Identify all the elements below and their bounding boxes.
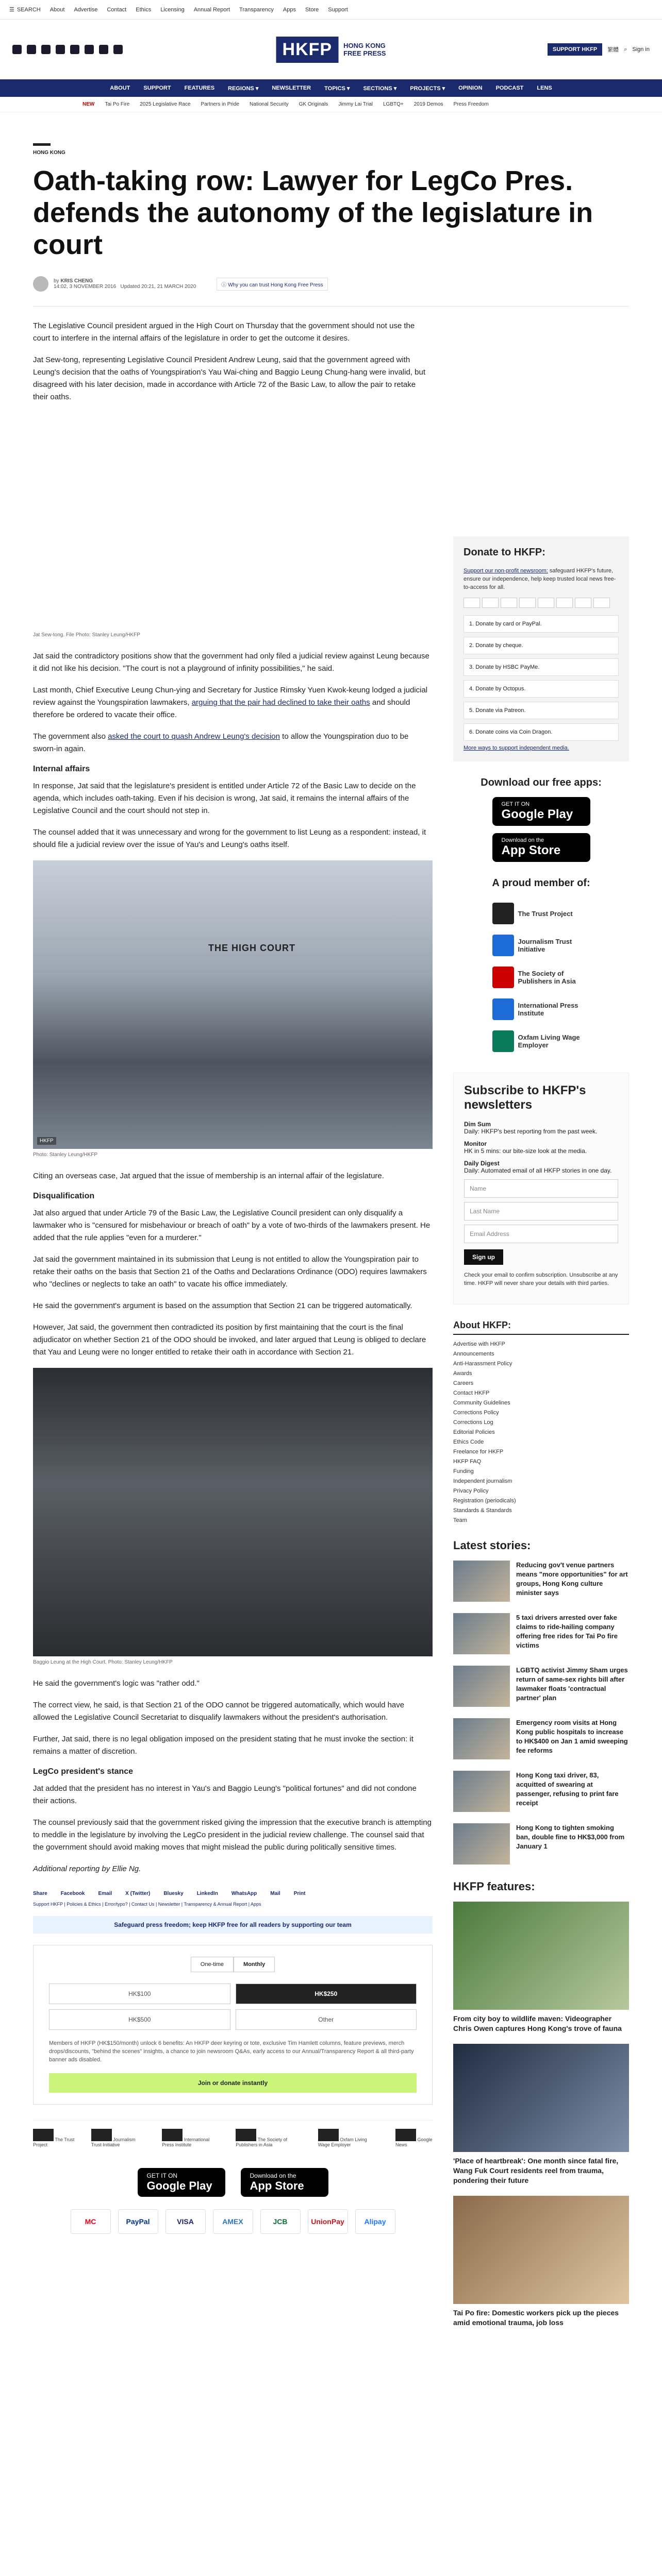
top-link-transparency[interactable]: Transparency bbox=[239, 6, 274, 13]
paragraph: The counsel previously said that the government risked giving the impression that the executive branch is attempting to meddle in the legislature by involving the LegCo president in the judicial review challenge. The counsel said that the government should avoid making moves that might mislead the public during politically sensitive times. bbox=[33, 1818, 432, 1852]
mastodon-icon[interactable] bbox=[113, 45, 123, 54]
nav-newsletter[interactable]: NEWSLETTER bbox=[272, 85, 311, 91]
updated-date: Updated 20:21, 21 MARCH 2020 bbox=[120, 284, 196, 290]
story-thumbnail bbox=[453, 1561, 510, 1602]
page-body bbox=[0, 320, 662, 2338]
latest-stories-title: Latest stories: bbox=[453, 1539, 531, 1552]
top-bar bbox=[0, 0, 662, 20]
apps-heading: Download our free apps: bbox=[481, 777, 602, 788]
amex-icon: AMEX bbox=[213, 2209, 253, 2234]
trending-link[interactable]: Tai Po Fire bbox=[105, 101, 130, 107]
top-link-licensing[interactable]: Licensing bbox=[160, 6, 185, 13]
donate-title: Donate to HKFP: bbox=[464, 547, 545, 558]
instagram-icon[interactable] bbox=[41, 45, 51, 54]
payment-methods bbox=[33, 2209, 433, 2234]
paragraph: The counsel added that it was unnecessary and wrong for the government to list Leung as a respondent: instead, it should file a judicial review over the issue of Yau's and Leung's oaths itself. bbox=[33, 828, 426, 849]
site-logo[interactable] bbox=[276, 37, 386, 63]
hkfp-features bbox=[453, 1880, 629, 2328]
article-image-jat bbox=[33, 413, 433, 629]
nav-support[interactable]: SUPPORT bbox=[143, 85, 171, 91]
top-link-contact[interactable]: Contact bbox=[107, 6, 127, 13]
google-news-badge[interactable]: Google News bbox=[395, 2129, 433, 2147]
top-links bbox=[9, 6, 653, 13]
paragraph: He said the government's argument is based on the assumption that Section 21 can be triggered automatically. bbox=[33, 1301, 412, 1310]
about-link[interactable]: Corrections Log bbox=[453, 1419, 493, 1426]
amount-option-selected[interactable]: HK$250 bbox=[236, 1984, 417, 2004]
nav-opinion[interactable]: OPINION bbox=[458, 85, 483, 91]
newsletter-option[interactable]: Dim Sum Daily: HKFP's best reporting from the past week. bbox=[464, 1121, 598, 1135]
member-ipi[interactable]: International Press Institute bbox=[492, 998, 590, 1020]
sopa-logo bbox=[492, 967, 514, 988]
donate-widget bbox=[33, 1945, 433, 2105]
image-watermark: HKFP bbox=[37, 1137, 56, 1145]
newsletter-signup bbox=[453, 1073, 629, 1304]
donate-option[interactable]: 1. Donate by card or PayPal. bbox=[464, 615, 619, 633]
support-hkfp-button[interactable]: SUPPORT HKFP bbox=[548, 43, 602, 56]
story-item[interactable] bbox=[453, 1561, 629, 1602]
share-bluesky-button[interactable]: Bluesky bbox=[163, 1891, 184, 1896]
feature-item[interactable] bbox=[453, 2196, 629, 2328]
site-header bbox=[0, 20, 662, 79]
about-link[interactable]: Announcements bbox=[453, 1351, 494, 1357]
trust-project-logo bbox=[492, 903, 514, 924]
author-name[interactable]: KRIS CHENG bbox=[60, 278, 93, 284]
about-link[interactable]: Privacy Policy bbox=[453, 1488, 489, 1494]
paragraph: Jat said the government maintained in its submission that Leung is not entitled to allow the Youngspiration pair to retake their oaths on the basis that Section 21 of the Oaths and Declarations Ordinance (ODO) requires lawmakers who "declines or neglects to take an oath" to vacate his office immediately. bbox=[33, 1255, 427, 1289]
alipay-icon bbox=[575, 598, 591, 608]
court-sign-text: THE HIGH COURT bbox=[208, 943, 295, 953]
donate-banner[interactable]: Safeguard press freedom; keep HKFP free for all readers by supporting our team bbox=[33, 1916, 433, 1934]
story-thumbnail bbox=[453, 1771, 510, 1812]
frequency-toggle bbox=[49, 1957, 417, 1972]
oxfam-logo bbox=[318, 2129, 339, 2141]
member-heading: A proud member of: bbox=[492, 877, 590, 889]
story-thumbnail bbox=[453, 1666, 510, 1707]
ipi-badge[interactable]: International Press Institute bbox=[162, 2129, 220, 2147]
member-jti[interactable]: Journalism Trust Initiative bbox=[492, 935, 590, 956]
name-field[interactable]: Name bbox=[464, 1179, 618, 1198]
newsletter-title: Subscribe to HKFP's newsletters bbox=[464, 1083, 586, 1112]
amount-option-other[interactable]: Other bbox=[236, 2009, 417, 2030]
nav-projects[interactable]: PROJECTS ▾ bbox=[410, 85, 445, 92]
trending-link[interactable]: LGBTQ+ bbox=[383, 101, 404, 107]
amount-option[interactable]: HK$100 bbox=[49, 1984, 230, 2004]
about-link[interactable]: Contact HKFP bbox=[453, 1390, 490, 1396]
membership-note: Members of HKFP (HK$150/month) unlock 6 benefits: An HKFP deer keyring or tote, exclusive Tim Hamlett columns, feature previews, merch drops/discounts, "behind the scenes" insights, a chance to join newsroom Q&As, early access to our Annual/Transparency Report & all third-party banner ads disabled. bbox=[49, 2040, 414, 2063]
about-link[interactable]: Corrections Policy bbox=[453, 1410, 499, 1416]
main-nav bbox=[0, 79, 662, 97]
share-bar bbox=[33, 1891, 433, 1896]
about-list bbox=[453, 1341, 629, 1523]
article-image-baggio-leung bbox=[33, 1368, 433, 1656]
share-label: Share bbox=[33, 1891, 47, 1896]
kicker-rule bbox=[33, 143, 51, 146]
article-header bbox=[0, 143, 662, 307]
oxfam-logo bbox=[492, 1030, 514, 1052]
sign-in-link[interactable]: Sign in bbox=[632, 46, 650, 53]
nav-topics[interactable]: TOPICS ▾ bbox=[324, 85, 350, 92]
visa-icon: VISA bbox=[166, 2209, 206, 2234]
article-category[interactable]: HONG KONG bbox=[33, 150, 65, 156]
donate-box bbox=[453, 536, 629, 761]
sidebar-app-stores bbox=[453, 797, 629, 862]
paragraph: Citing an overseas case, Jat argued that the issue of membership is an internal affair of the legislature. bbox=[33, 1172, 384, 1180]
linkedin-icon[interactable] bbox=[99, 45, 108, 54]
language-switch[interactable]: 繁體 bbox=[607, 47, 619, 53]
x-icon[interactable] bbox=[12, 45, 22, 54]
alipay-icon: Alipay bbox=[355, 2209, 395, 2234]
hamburger-icon: ☰ bbox=[9, 7, 14, 13]
story-item[interactable] bbox=[453, 1666, 629, 1707]
share-x-button[interactable]: X (Twitter) bbox=[125, 1891, 151, 1896]
author-block: by KRIS CHENG 14:02, 3 NOVEMBER 2016 Updated 20:21, 21 MARCH 2020 bbox=[54, 278, 196, 290]
donate-option[interactable]: 3. Donate by HSBC PayMe. bbox=[464, 658, 619, 676]
logo-wordmark: HONG KONG FREE PRESS bbox=[343, 42, 386, 57]
threads-icon[interactable] bbox=[70, 45, 79, 54]
image-caption: Jat Sew-tong. File Photo: Stanley Leung/HKFP bbox=[33, 632, 140, 638]
footer-badges bbox=[33, 2120, 433, 2156]
trending-bar bbox=[0, 97, 662, 112]
sign-up-button[interactable]: Sign up bbox=[464, 1249, 503, 1265]
about-title: About HKFP: bbox=[453, 1320, 629, 1335]
logo-mark: HKFP bbox=[276, 37, 339, 63]
sopa-badge[interactable]: The Society of Publishers in Asia bbox=[236, 2129, 302, 2147]
donate-option[interactable]: 6. Donate coins via Coin Dragon. bbox=[464, 723, 619, 741]
octopus-icon bbox=[593, 598, 610, 608]
top-link-apps[interactable]: Apps bbox=[283, 6, 296, 13]
feature-title: Tai Po fire: Domestic workers pick up the pieces amid emotional trauma, job loss bbox=[453, 2309, 619, 2327]
about-link[interactable]: Standards & Standards bbox=[453, 1507, 512, 1514]
nav-about[interactable]: ABOUT bbox=[110, 85, 130, 91]
member-logos bbox=[453, 897, 629, 1057]
top-link-support[interactable]: Support bbox=[328, 6, 348, 13]
search-label: SEARCH bbox=[16, 6, 41, 13]
payment-icons bbox=[464, 598, 619, 608]
image-caption: Baggio Leung at the High Court. Photo: Stanley Leung/HKFP bbox=[33, 1659, 173, 1665]
jcb-icon: JCB bbox=[260, 2209, 301, 2234]
donate-text: Support our non-profit newsroom: safeguard HKFP's future, ensure our independence, help keep trusted local news free-to-access for all. bbox=[464, 568, 616, 590]
about-section bbox=[453, 1320, 629, 1523]
more-ways-link[interactable]: More ways to support independent media. bbox=[464, 745, 569, 751]
newsletter-note: Check your email to confirm subscription. Unsubscribe at any time. HKFP will never share your details with third parties. bbox=[464, 1272, 618, 1286]
inline-link[interactable]: asked the court to quash Andrew Leung's decision bbox=[108, 732, 280, 741]
app-store-button[interactable]: Download on the App Store bbox=[492, 833, 590, 862]
article-image-high-court bbox=[33, 860, 433, 1149]
ipi-logo bbox=[492, 998, 514, 1020]
story-item[interactable] bbox=[453, 1613, 629, 1654]
amex-icon bbox=[501, 598, 517, 608]
additional-reporting: Additional reporting by Ellie Ng. bbox=[33, 1865, 141, 1873]
section-heading: Internal affairs bbox=[33, 765, 90, 773]
bluesky-icon[interactable] bbox=[85, 45, 94, 54]
published-date: 14:02, 3 NOVEMBER 2016 bbox=[54, 284, 117, 290]
story-item[interactable] bbox=[453, 1718, 629, 1759]
top-link-store[interactable]: Store bbox=[305, 6, 319, 13]
visa-icon bbox=[482, 598, 499, 608]
paragraph: Last month, Chief Executive Leung Chun-ying and Secretary for Justice Rimsky Yuen Kwok-keung lodged a judicial review against the Youngspiration lawmakers, arguing that the pair had declined to take their oaths and should therefore be ordered to vacate their office. bbox=[33, 686, 428, 719]
about-link[interactable]: Editorial Policies bbox=[453, 1429, 495, 1435]
about-link[interactable]: HKFP FAQ bbox=[453, 1459, 482, 1465]
feature-item[interactable] bbox=[453, 2044, 629, 2185]
youtube-icon[interactable] bbox=[56, 45, 65, 54]
story-title: Emergency room visits at Hong Kong public hospitals to increase to HK$400 on Jan 1 amid sweeping fee reforms bbox=[516, 1719, 628, 1754]
support-link[interactable]: Support our non-profit newsroom: bbox=[464, 568, 548, 574]
feature-title: 'Place of heartbreak': One month since fatal fire, Wang Fuk Court residents reel from trauma, pondering their future bbox=[453, 2157, 619, 2184]
article-title: Oath-taking row: Lawyer for LegCo Pres. defends the autonomy of the legislature in court bbox=[33, 165, 593, 260]
newsletter-option[interactable]: Monitor HK in 5 mins: our bite-size look at the media. bbox=[464, 1140, 587, 1155]
amount-options bbox=[49, 1984, 417, 2030]
unionpay-icon bbox=[538, 598, 554, 608]
feature-image bbox=[453, 2196, 629, 2304]
nav-lens[interactable]: LENS bbox=[537, 85, 552, 91]
member-sopa[interactable]: The Society of Publishers in Asia bbox=[492, 967, 590, 988]
section-heading: Disqualification bbox=[33, 1192, 95, 1200]
author-avatar bbox=[33, 276, 48, 292]
about-link[interactable]: Team bbox=[453, 1517, 467, 1523]
story-thumbnail bbox=[453, 1613, 510, 1654]
story-thumbnail bbox=[453, 1718, 510, 1759]
divider bbox=[33, 306, 629, 307]
share-print-button[interactable]: Print bbox=[293, 1891, 306, 1896]
share-whatsapp-button[interactable]: WhatsApp bbox=[231, 1891, 257, 1896]
sopa-logo bbox=[236, 2129, 256, 2141]
latest-stories bbox=[453, 1539, 629, 1865]
paragraph: Further, Jat said, there is no legal obligation imposed on the president stating that he must invoke the section: it remains a matter of discretion. bbox=[33, 1735, 413, 1756]
jti-logo bbox=[91, 2129, 112, 2141]
unionpay-icon: UnionPay bbox=[308, 2209, 348, 2234]
paypal-icon: PayPal bbox=[118, 2209, 158, 2234]
top-link-ethics[interactable]: Ethics bbox=[136, 6, 152, 13]
share-mail-button[interactable]: Mail bbox=[270, 1891, 280, 1896]
trending-link[interactable]: Press Freedom bbox=[453, 101, 489, 107]
paragraph: However, Jat said, the government then contradicted its position by first maintaining that the court is the final adjudicator on whether Section 21 of the ODO should be invoked, and later argued that Leung is obliged to declare that Yau and Leung were no longer entitled to retake their oath in accordance with Section 21. bbox=[33, 1323, 426, 1357]
feature-image bbox=[453, 1902, 629, 2010]
article-body bbox=[33, 320, 433, 2338]
facebook-icon[interactable] bbox=[27, 45, 36, 54]
paragraph: The Legislative Council president argued in the High Court on Thursday that the government should not use the court to interfere in the internal affairs of the legislature in order to get the outcome it desires. bbox=[33, 321, 415, 343]
trending-link[interactable]: Jimmy Lai Trial bbox=[338, 101, 373, 107]
one-time-option[interactable]: One-time bbox=[191, 1957, 234, 1972]
google-play-button[interactable]: GET IT ON Google Play bbox=[138, 2168, 225, 2197]
article-footer-links[interactable]: Support HKFP | Policies & Ethics | Error/typo? | Contact Us | Newsletter | Transparency & Annual Report | Apps bbox=[33, 1902, 261, 1907]
trending-link[interactable]: GK Originals bbox=[299, 101, 328, 107]
byline bbox=[33, 276, 629, 292]
about-link[interactable]: Careers bbox=[453, 1380, 474, 1386]
top-link-annual-report[interactable]: Annual Report bbox=[193, 6, 230, 13]
nav-podcast[interactable]: PODCAST bbox=[495, 85, 524, 91]
about-link[interactable]: Advertise with HKFP bbox=[453, 1341, 505, 1347]
story-item[interactable] bbox=[453, 1771, 629, 1812]
paragraph: The government also asked the court to quash Andrew Leung's decision to allow the Youngspiration duo to be sworn-in again. bbox=[33, 732, 409, 753]
feature-item[interactable] bbox=[453, 1902, 629, 2033]
about-link[interactable]: Freelance for HKFP bbox=[453, 1449, 504, 1455]
footer-app-stores bbox=[33, 2168, 433, 2197]
paragraph: Jat also argued that under Article 79 of the Basic Law, the Legislative Council president can only disqualify a lawmaker who is "censured for misbehaviour or breach of oath" by a vote of two-thirds of the lawmakers present. He added that the rule applies "even for a murderer." bbox=[33, 1209, 431, 1242]
story-title: Hong Kong taxi driver, 83, acquitted of swearing at passenger, refusing to print fare receipt bbox=[516, 1771, 619, 1807]
share-linkedin-button[interactable]: LinkedIn bbox=[196, 1891, 218, 1896]
feature-image bbox=[453, 2044, 629, 2152]
monthly-option[interactable]: Monthly bbox=[234, 1957, 275, 1972]
nav-sections[interactable]: SECTIONS ▾ bbox=[363, 85, 397, 92]
amount-option[interactable]: HK$500 bbox=[49, 2009, 230, 2030]
jti-badge[interactable]: Journalism Trust Initiative bbox=[91, 2129, 146, 2147]
inline-link[interactable]: arguing that the pair had declined to take their oaths bbox=[191, 698, 370, 707]
member-trust-project[interactable]: The Trust Project bbox=[492, 903, 590, 924]
trending-link[interactable]: 2025 Legislative Race bbox=[140, 101, 191, 107]
member-oxfam[interactable]: Oxfam Living Wage Employer bbox=[492, 1030, 590, 1052]
story-title: Hong Kong to tighten smoking ban, double fine to HK$3,000 from January 1 bbox=[516, 1824, 625, 1850]
nav-regions[interactable]: REGIONS ▾ bbox=[228, 85, 259, 92]
jti-logo bbox=[492, 935, 514, 956]
about-link[interactable]: Funding bbox=[453, 1468, 474, 1475]
new-badge: NEW bbox=[82, 101, 95, 107]
ipi-logo bbox=[162, 2129, 183, 2141]
sidebar bbox=[453, 320, 629, 2338]
story-title: 5 taxi drivers arrested over fake claims to ride-hailing company offering free rides for Tai Po fire victims bbox=[516, 1614, 618, 1649]
app-store-button[interactable]: Download on the App Store bbox=[241, 2168, 328, 2197]
mastercard-icon bbox=[464, 598, 480, 608]
donate-option[interactable]: 2. Donate by cheque. bbox=[464, 637, 619, 654]
trending-link[interactable]: 2019 Demos bbox=[413, 101, 443, 107]
about-link[interactable]: Community Guidelines bbox=[453, 1400, 510, 1406]
google-play-button[interactable]: GET IT ON Google Play bbox=[492, 797, 590, 826]
story-title: Reducing gov't venue partners means "more opportunities" for art groups, Hong Kong culture minister says bbox=[516, 1561, 628, 1597]
paragraph: In response, Jat said that the legislature's president is entitled under Article 72 of the Basic Law to decide on the agenda, which includes oath-taking. Even if his decision is wrong, Jat said, it remains the internal affairs of the Legislative Council and the court should not step in. bbox=[33, 782, 416, 815]
email-field[interactable]: Email Address bbox=[464, 1225, 618, 1243]
trust-project-badge[interactable]: The Trust Project bbox=[33, 2129, 76, 2147]
header-actions bbox=[548, 43, 650, 56]
last-name-field[interactable]: Last Name bbox=[464, 1202, 618, 1221]
info-icon: ⓘ bbox=[221, 282, 228, 288]
paypal-icon bbox=[556, 598, 573, 608]
story-thumbnail bbox=[453, 1823, 510, 1865]
jcb-icon bbox=[519, 598, 536, 608]
google-news-logo bbox=[395, 2129, 416, 2141]
trust-project-logo bbox=[33, 2129, 54, 2141]
mastercard-icon: MC bbox=[71, 2209, 111, 2234]
search-button[interactable] bbox=[9, 6, 41, 13]
about-link[interactable]: Awards bbox=[453, 1370, 472, 1377]
donate-option[interactable]: 5. Donate via Patreon. bbox=[464, 702, 619, 719]
paragraph: He said the government's logic was "rather odd." bbox=[33, 1679, 200, 1688]
trust-link[interactable]: ⓘ Why you can trust Hong Kong Free Press bbox=[217, 278, 327, 291]
nav-features[interactable]: FEATURES bbox=[184, 85, 215, 91]
share-email-button[interactable]: Email bbox=[98, 1891, 112, 1896]
story-item[interactable] bbox=[453, 1823, 629, 1865]
share-facebook-button[interactable]: Facebook bbox=[60, 1891, 85, 1896]
about-link[interactable]: Anti-Harassment Policy bbox=[453, 1361, 512, 1367]
paragraph: Jat added that the president has no interest in Yau's and Baggio Leung's "political fortunes" and did not condone their actions. bbox=[33, 1784, 417, 1805]
donate-option[interactable]: 4. Donate by Octopus. bbox=[464, 680, 619, 698]
newsletter-option[interactable]: Daily Digest Daily: Automated email of all HKFP stories in one day. bbox=[464, 1160, 612, 1174]
image-caption: Photo: Stanley Leung/HKFP bbox=[33, 1152, 98, 1158]
oxfam-badge[interactable]: Oxfam Living Wage Employer bbox=[318, 2129, 380, 2147]
about-link[interactable]: Ethics Code bbox=[453, 1439, 484, 1445]
top-link-advertise[interactable]: Advertise bbox=[74, 6, 98, 13]
paragraph: Jat Sew-tong, representing Legislative Council President Andrew Leung, said that the government agreed with Leung's decision that the oaths of Youngspiration's Yau Wai-ching and Baggio Leung Chung-hang were invalid, but disagreed with his later decision, made in accordance with Article 72 of the Basic Law, to allow the pair to retake their oaths. bbox=[33, 355, 425, 401]
search-icon[interactable]: ⌕ bbox=[624, 46, 627, 53]
paragraph: The correct view, he said, is that Section 21 of the ODO cannot be triggered automatically, which would have allowed the Legislative Council Secretariat to disqualify lawmakers without the president's authorisation. bbox=[33, 1701, 405, 1722]
feature-title: From city boy to wildlife maven: Videographer Chris Owen captures Hong Kong's trove of fauna bbox=[453, 2014, 622, 2032]
story-title: LGBTQ activist Jimmy Sham urges return of same-sex rights bill after lawmaker floats 'contractual partner' plan bbox=[516, 1666, 628, 1702]
section-heading: LegCo president's stance bbox=[33, 1767, 134, 1776]
top-link-about[interactable]: About bbox=[49, 6, 65, 13]
features-title: HKFP features: bbox=[453, 1880, 535, 1893]
trending-link[interactable]: Partners in Pride bbox=[201, 101, 240, 107]
join-donate-button[interactable]: Join or donate instantly bbox=[49, 2073, 417, 2093]
about-link[interactable]: Registration (periodicals) bbox=[453, 1498, 516, 1504]
about-link[interactable]: Independent journalism bbox=[453, 1478, 512, 1484]
paragraph: Jat said the contradictory positions show that the government had only filed a judicial review against Leung because it did not like his decision. "The court is not a playground of infinity possibilities," he said. bbox=[33, 652, 429, 673]
trending-link[interactable]: National Security bbox=[250, 101, 289, 107]
